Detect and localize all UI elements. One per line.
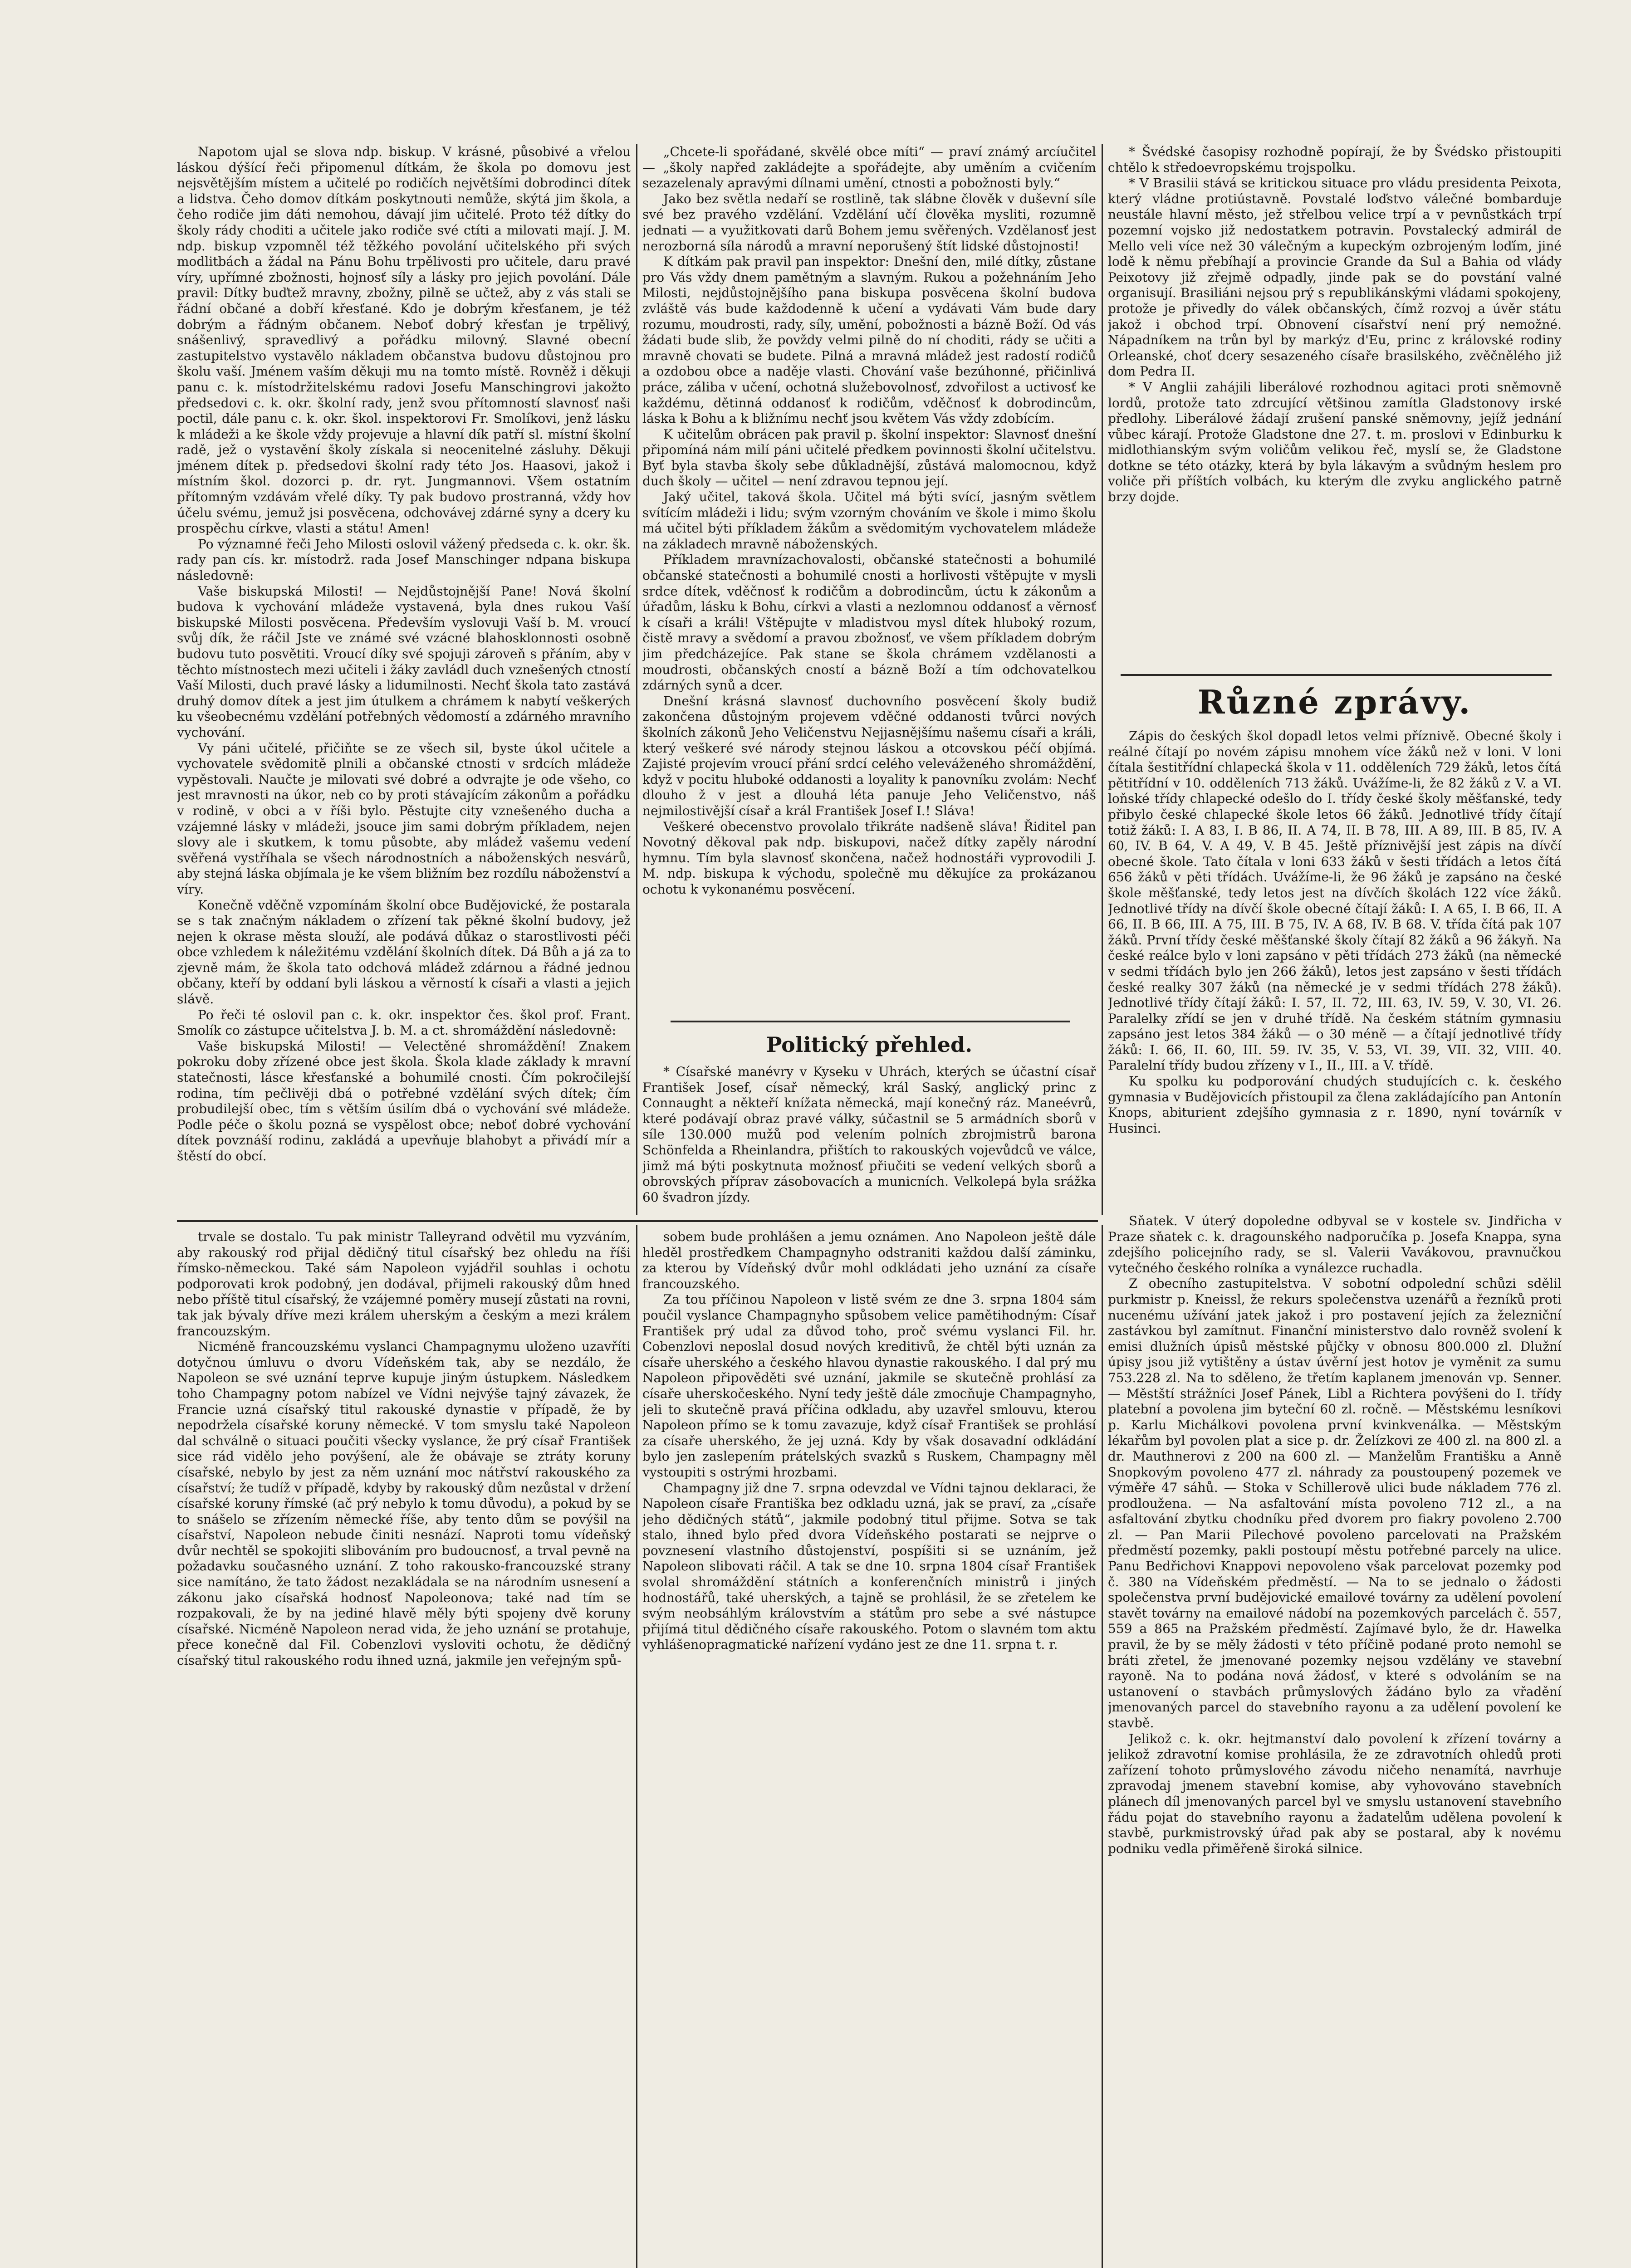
paragraph: * V Brasilii stává se kritickou situace pro vládu presidenta Peixota, který vládne protiústavně. Povstalé loďstvo válečné bombarduje neustále hlavní město, jež střelbou velice trpí a v pevnůstkách trpí pozemní vojsko již nedostatkem potravin. Povstalecký admirál de Mello veli více než 30 válečným a kupeckým ozbrojeným loďím, jiné lodě k němu přebíhají a provincie Grande da Sul a Bahia od vlády Peixotovy již zřejmě odpadly, jinde pak se do povstání valné organisují. Brasiliáni nejsou prý s republikánskými vládami spokojeny, protože je přivedly do válek občanských, čímž rozvoj a úvěr státu jakož i obchod trpí. Obnovení císařství není prý nemožné. Nápadníkem na trůn byl by markýz d'Eu, princ z královské rodiny Orleanské, choť dcery sesazeného císaře brasilského, zvěčnělého již dom Pedra II. [1108, 176, 1562, 379]
column-divider [1102, 144, 1103, 1215]
paragraph: Příkladem mravnízachovalosti, občanské statečnosti a bohumilé občanské statečnosti a bohumilé cnosti a horlivosti vštěpujte v mysli srdce dítek, vděčnosť k rodičům a dobrodincům, úctu k zákonům a úřadům, lásku k Bohu, církvi a vlasti a nezlomnou oddanosť a věrnosť k císaři a králi! Vštěpujte v mladistvou mysl dítek hluboký rozum, čistě mravy a svědomí a pravou zbožnosť, ve všem příkladem dobrým jim předcházejíce. Pak stane se škola chrámem vzdělanosti a moudrosti, občanských cností a bázně Boží a tím odchovatelkou zdárných synů a dcer. [642, 552, 1096, 693]
paragraph: sobem bude prohlášen a jemu oznámen. Ano Napoleon ještě dále hleděl prostředkem Champagnyho odstraniti každou další záminku, za kterou by Vídeňský dvůr mohl odkládati jeho uznání za císaře francouzského. [642, 1229, 1096, 1291]
paragraph: Po řeči té oslovil pan c. k. okr. inspektor čes. škol prof. Frant. Smolík co zástupce učitelstva J. b. M. a ct. shromáždění následovně: [177, 1007, 631, 1038]
paragraph: Nicméně francouzskému vyslanci Champagnymu uloženo uzavříti dotyčnou úmluvu o dvoru Vídeňském tak, aby se nezdálo, že Napoleon se své uznání teprve kupuje jiným ústupkem. Následkem toho Champagny potom nabízel ve Vídni nejvýše tajný závazek, že Francie uzná císařský titul rakouské dynastie v případě, že by nepodržela císařské koruny německé. V tom smyslu také Napoleon dal schválně o situaci poučiti všecky vyslance, že prý císař František sice rád vidělo jeho povýšení, ale že obávaje se ztráty koruny císařské, nebylo by jest za něm uznání moc nátřství rakouského za císařství; že tudíž v případě, kdyby by rakouský dům nezůstal v držení císařské koruny římské (ač prý nebylo k tomu důvodu), a pokud by se to snášelo se zřízením německé říše, aby tento dům se povýšil na císařství, Napoleon nebude činiti nesnází. Naproti tomu vídeňský dvůr nechtěl se spokojiti slibováním pro budoucnosť, a trval pevně na požadavku současného uznání. Z toho rakousko-francouzské strany sice namítáno, že tato žádost nezakládala se na národním usnesení a zákonu jako císařská hodnosť Napoleonova; také nad tím se rozpakovali, že by na jediné hlavě měly býti spojeny dvě koruny císařské. Nicméně Napoleon nerad vida, že jeho uznání se protahuje, přece konečně dal Fil. Cobenzlovi vysloviti ochotu, že dědičný císařský titul rakouského rodu ihned uzná, jakmile jen veřejným spů- [177, 1339, 631, 1668]
paragraph: Jaký učitel, taková škola. Učitel má býti svící, jasným světlem svítícím mládeži i lidu; svým vzorným chováním ve škole i mimo školu má učitel býti příkladem žákům a svědomitým vychovatelem mládeže na základech mravně náboženských. [642, 489, 1096, 552]
paragraph: Z obecního zastupitelstva. V sobotní odpolední schůzi sdělil purkmistr p. Kneissl, že rekurs společenstva uzenářů a řezníků proti nucenému užívání jatek jakož i pro postavení jejích za železniční zastávkou byl zamítnut. Finanční ministerstvo dalo rovněž svolení k emisi dlužních úpisů městské půjčky v obnosu 800.000 zl. Dlužní úpisy jsou již vytištěny a ústav úvěrní jest hotov je vyměnit za sumu 753.228 zl. Na to sděleno, že třetím kaplanem jmenován vp. Senner. — Městští strážníci Josef Pánek, Libl a Richtera povýšeni do I. třídy platební a povolena jim byteční 60 zl. ročně. — Městskému lesníkovi p. Karlu Michálkovi povolena první kvinkvenálka. — Městským lékařům byl povolen plat a sice p. dr. Želízkovi ze 400 zl. na 800 zl. a dr. Mauthnerovi z 200 na 600 zl. — Manželům Františku a Anně Snopkovým povoleno 477 zl. náhrady za poustoupený pozemek ve výměře 47 sáhů. — Stoka v Schillerově ulici bude nákladem 776 zl. prodloužena. — Na asfaltování místa povoleno 712 zl., a na asfaltování zbytku chodníku před dvorem pro fiakry povoleno 2.700 zl. — Pan Marii Pilechové povoleno parcelovati na Pražském předměstí pozemky, pakli postoupí městu potřebné parcely na ulice. Panu Bedřichovi Knappovi nepovoleno však parcelovat pozemky pod č. 380 na Vídeňském předměstí. — Na to se jednalo o žádosti společenstva první budějovické emailové továrny za udělení povolení stavět továrny na emailové nádobí na pozemkových parcelách č. 557, 559 a 865 na Pražském předměstí. Zajímavé bylo, že dr. Hawelka pravil, že by se měly žádosti v této příčině podané proto nemohl se bráti zřetel, že jmenované pozemky nejsou vzdělány ve stavební rayoně. Na to podána nová žádosť, v které s odvoláním se na ustanovení o stavbách průmyslových žádáno bylo za vřadění jmenovaných parcel do stavebního rayonu a za udělení povolení ke stavbě. [1108, 1276, 1562, 1730]
paragraph: * Švédské časopisy rozhodně popírají, že by Švédsko přistoupiti chtělo k středoevropskému trojspolku. [1108, 144, 1562, 175]
paragraph: Napotom ujal se slova ndp. biskup. V krásné, působivé a vřelou láskou dýšící řeči připomenul dítkám, že škola po domovu jest nejsvětějším místem a učitelé po rodičích největšími dobrodinci dítek a lidstva. Čeho domov dítkám poskytnouti nemůže, skýtá jim škola, a čeho rodiče jim dáti nemohou, dávají jim učitelé. Proto též dítky do školy rády choditi a učitele jako rodiče své ctíti a milovati mají. J. M. ndp. biskup vzpomněl též těžkého povolání učitelského při svých modlitbách a žádal na Pánu Bohu trpělivosti pro učitele, daru pravé víry, upřímné zbožnosti, hojnosť síly a lásky pro jejich povolání. Dále pravil: Dítky buďtež mravny, zbožny, pilně se učtež, aby z vás stali se řádní občané a dobří křesťané. Kdo je dobrým křesťanem, je též dobrým a řádným občanem. Neboť dobrý křesťan je trpělivý, snášenlivý, spravedlivý a pořádku milovný. Slavné obecní zastupitelstvo vystavělo nákladem občanstva budovu důstojnou pro školu vaší. Jménem vaším děkuji mu na tomto místě. Rovněž i děkuji panu c. k. místodržitelskému radovi Josefu Manschingrovi jakožto předsedovi c. k. okr. školní rady, jenž svou přítomností slavnosť naši poctil, dále panu c. k. okr. škol. inspektorovi Fr. Smolíkovi, jenž lásku k mládeži a ke škole vždy projevuje a hlavní dík patří sl. místní školní radě, jež o vystavění školy získala si neocenitelné zásluhy. Děkuji jménem dítek p. předsedovi školní rady této Jos. Haasovi, jakož i místním škol. dozorci p. dr. ryt. Jungmannovi. Všem ostatním přítomným vzdávám vřelé díky. Ty pak budovo prostranná, vždy hov účelu svému, jemuž jsi posvěcena, odchovávej zdárné syny a dcery ku prospěchu církve, vlasti a státu! Amen! [177, 144, 631, 536]
paragraph: Za tou příčinou Napoleon v listě svém ze dne 3. srpna 1804 sám poučil vyslance Champagnyho spůsobem velice pamětihodným: Císař František prý udal za důvod toho, proč svému vyslanci Fil. hr. Cobenzlovi neposlal dosud nových kreditivů, že chtěl býti uznán za císaře uherského a českého hlavou dynastie rakouského. I dal prý mu Napoleon připověděti své uznání, jakmile se skutečně prohlásí za císaře uherskočeského. Nyní tedy ještě dále zmocňuje Champagnyho, jeli to skutečně pravá příčina odkladu, aby uzavřel smlouvu, kterou Napoleon přímo se k tomu zavazuje, když císař František se prohlásí za císaře uherského, že jej uzná. Kdy by však dosavadní odkládání bylo jen zaslepením prátelských svazků s Ruskem, Champagny měl vystoupiti s ostrými hrozbami. [642, 1292, 1096, 1480]
section-title: Různé zprávy. [1197, 683, 1472, 721]
paragraph: * Císařské manévry v Kyseku v Uhrách, kterých se účastní císař František Josef, císař německý, král Saský, anglický princ z Connaught a někteří knížata německá, mají konečný ráz. Maneévrů, které podávají obraz pravé války, súčastnil se 5 armádních sborů v síle 130.000 mužů pod velením polních zbrojmistrů barona Schönfelda a Rheinlandra, přištích to rakouských vojevůdců ve válce, jimž má býti poskytnuta možnosť přiučiti se vedení velkých sborů a obrovských příprav zásobovacích a municních. Velkolepá byla srážka 60 švadron jízdy. [642, 1064, 1096, 1205]
paragraph: Jelikož c. k. okr. hejtmanství dalo povolení k zřízení továrny a jelikož zdravotní komise prohlásila, že ze zdravotních ohledů proti zařízení tohoto průmyslového závodu ničeho nenamítá, navrhuje zpravodaj jmenem stavební komise, aby vyhovováno stavebních plánech díl jmenovaných parcel byl ve smyslu ustanovení stavebního řádu pojat do stavebního rayonu a žadatelům udělena povolení k stavbě, purkmistrovský úřad pak aby se postaral, aby k novému podniku vedla přiměřeně široká silnice. [1108, 1731, 1562, 1856]
ruzne-zpravy-section [1108, 680, 1562, 1209]
section-rule [1121, 674, 1552, 676]
paragraph: Vaše biskupská Milosti! — Velectěné shromáždění! Znakem pokroku doby zřízené obce jest škola. Škola klade základy k mravní statečnosti, lásce křesťanské a bohumilé cnosti. Čím pokročilejší rodina, tím pečlivěji dbá o potřebné vzdělání svých dítek; čím probudilejší obec, tím s větším úsilím dbá o vychování své mládeže. Podle péče o školu pozná se vyspělost obce; neboť dobré vychování dítek povznáší rodinu, zakládá a upevňuje blahobyt a přivádí mír a štěstí do obcí. [177, 1038, 631, 1163]
paragraph: Vy páni učitelé, přičiňte se ze všech sil, byste úkol učitele a vychovatele svědomitě plnili a občanské ctnosti v srdcích mládeže vypěstovali. Naučte je milovati své dobré a odvrajte je ode všeho, co jest mravnosti na úkor, neb co by proti stávajícím zákonům a pořádku v rodině, v obci a v říši bylo. Pěstujte city vznešeného ducha a vzájemné lásky v mládeži, jsouce jim sami dobrým příkladem, nejen slovy ale i skutkem, k tomu působte, aby mládež vašemu vedení svěřená vystříhala se všech národnostních a náboženských nesvárů, aby stejná láska objímala je ke všem bližním bez rozdílu náboženství a víry. [177, 740, 631, 897]
paragraph: Po významné řeči Jeho Milosti oslovil vážený předseda c. k. okr. šk. rady pan cís. kr. místodrž. rada Josef Manschinger ndpana biskupa následovně: [177, 536, 631, 583]
paragraph: K dítkám pak pravil pan inspektor: Dnešní den, milé dítky, zůstane pro Vás vždy dnem pamětným a slavným. Rukou a požehnáním Jeho Milosti, nejdůstojnějšího pana biskupa posvěcena školní budova zvláště vás bude každodenně k učení a vydávati Vám bude dary rozumu, moudrosti, rady, síly, umění, pobožnosti a bázně Boží. Od vás žádati bude slib, že povždy velmi pilně do ní choditi, rády se učiti a mravně chovati se budete. Pilná a mravná mládež jest radostí rodičů a ozdobou obce a naděje vlasti. Chování vaše bezúhonné, přičinlivá práce, záliba v učení, ochotná služebovolnosť, zdvořilost a uctivosť ke každému, dětinná oddanosť k rodičům, vděčnosť k dobrodincům, láska k Bohu a k bližnímu nechť jsou květem Vás vždy zdobícím. [642, 254, 1096, 426]
paragraph: trvale se dostalo. Tu pak ministr Talleyrand odvětil mu vyzváním, aby rakouský rod přijal dědičný titul císařský bez ohledu na říši římsko-německou. Také sám Napoleon vyjádřil souhlas i ochotu podporovati krok podobný, jen dodával, přijmeli rakouský dům hned nebo příště titul císařský, že vzájemné poměry musejí zůstati na rovni, tak jak bývaly dříve mezi králem uherským a českým a mezi králem francouzským. [177, 1229, 631, 1339]
section-rule [671, 1021, 1070, 1022]
column-3-lower [1108, 1213, 1562, 2268]
paragraph: „Chcete-li spořádané, skvělé obce míti“ — praví známý arcíučitel — „školy napřed zakládejte a spořádejte, aby uměním a cvičením sezazelenaly apravými dílnami umění, ctnosti a pobožnosti byly.“ [642, 144, 1096, 191]
column-3-upper [1108, 144, 1562, 670]
column-divider [636, 1225, 637, 2268]
column-2-upper [642, 144, 1096, 1017]
column-divider [636, 144, 637, 1215]
paragraph: Champagny již dne 7. srpna odevzdal ve Vídni tajnou deklaraci, že Napoleon císaře Františka bez odkladu uzná, jak se praví, za „císaře jeho dědičných států“, jakmile podobný titul přijme. Sotva se tak stalo, ihned bylo před dvora Vídeňského postarati se nejprve o povznesení vlastního důstojenství, pospíšiti si se uznáním, jež Napoleon slibovati ráčil. A tak se dne 10. srpna 1804 císař František svolal shromáždění státních a konferenčních ministrů i jiných hodnostářů, také uherských, a tajně se prohlásil, že se zřetelem ke svým neobsáhlým královstvím a státům pro sebe a své nástupce přijímá titul dědičného císaře rakouského. Potom o slavném tom aktu vyhlášenopragmatické nařízení vydáno jest ze dne 11. srpna t. r. [642, 1480, 1096, 1652]
paragraph: Dnešní krásná slavnosť duchovního posvěcení školy budiž zakončena důstojným projevem vděčné oddanosti tvůrci nových školních zákonů Jeho Veličenstvu Nejjasnějšímu našemu císaři a králi, který veškeré své národy stejnou láskou a otcovskou péčí objímá. Zajisté projevím vroucí přání srdcí celého veleváženého shromáždění, když v pocitu hluboké oddanosti a loyality k panovníku zvolám: Nechť dlouho ž v jest a dlouhá léta panuje Jeho Veličenstvo, náš nejmilostivější císař a král František Josef I.! Sláva! [642, 693, 1096, 818]
paragraph: Vaše biskupská Milosti! — Nejdůstojnější Pane! Nová školní budova k vychování mládeže vystavená, byla dnes rukou Vaší biskupské Milosti posvěcena. Především vyslovuji Vaší b. M. vroucí svůj dík, že ráčil Jste ve známé své vzácné blahosklonnosti osobně budovu tuto posvětiti. Vroucí díky své spojuji zároveň s přáním, aby v těchto místnostech mezi učiteli i žáky zavládl duch vznešených ctností Vaší Milosti, duch pravé lásky a lidumilnosti. Nechť škola tato zastává druhý domov dítek a jest jim útulkem a chrámem k nabytí veškerých ku všeobecnému vzdělání potřebných vědomostí a zdárného mravního vychování. [177, 583, 631, 740]
column-divider [1102, 1225, 1103, 2268]
column-1-upper [177, 144, 631, 1206]
politicky-prehled-section [642, 1026, 1096, 1207]
column-2-lower [642, 1229, 1096, 2268]
paragraph: Zápis do českých škol dopadl letos velmi příznivě. Obecné školy i reálné čítají po novém zápisu mnohem více žáků než v loni. V loni čítala šestitřídní chlapecká škola v 11. odděleních 729 žáků, letos čítá pětitřídní v 10. odděleních 713 žáků. Uvážíme-li, že 82 žáků z V. a VI. loňské třídy chlapecké odešlo do I. třídy české školy měšťanské, tedy přibylo české chlapecké škole letos 66 žáků. Jednotlivé třídy čítají totiž žáků: I. A 83, I. B 86, II. A 74, II. B 78, III. A 89, III. B 85, IV. A 60, IV. B 64, V. A 49, V. B 45. Ještě příznivější jest zápis na dívčí obecné škole. Tato čítala v loni 633 žáků v šesti třídách a letos čítá 656 žáků v pěti třídách. Uvážíme-li, že 96 žáků je zapsáno na české škole měšťanské, tedy letos jest na dívčích školách 122 více žáků. Jednotlivé třídy na dívčí škole obecné čítají žáků: I. A 65, I. B 66, II. A 66, II. B 66, III. A 75, III. B 75, IV. A 68, IV. B 68. V. třída čítá pak 107 žáků. První třídy české měšťanské školy čítají 82 žáků a 96 žákyň. Na české reálce bylo v loni zapsáno v pěti třídách 273 žáků (na německé v sedmi třídách bylo jen 266 žáků), letos jest zapsáno v šesti třídách české realky 307 žáků (na německé je v sedmi třídách 278 žáků). Jednotlivé třídy čítají žáků: I. 57, II. 72, III. 63, IV. 59, V. 30, VI. 26. Paralelky zřídí se jen v druhé třídě. Na českém státním gymnasiu zapsáno jest letos 384 žáků — o 30 méně — a čítají jednotlivé třídy žáků: I. 66, II. 60, III. 59. IV. 35, V. 53, VI. 39, VII. 32, VIII. 40. Paralelní třídy budou zřízeny v I., II., III. a V. třídě. [1108, 728, 1562, 1073]
page-divider [177, 1220, 1098, 1222]
section-title: Politický přehled. [766, 1032, 973, 1057]
paragraph: Sňatek. V úterý dopoledne odbyval se v kostele sv. Jindřicha v Praze sňatek c. k. dragounského nadporučíka p. Josefa Knappa, syna zdejšího policejního rady, se sl. Valerii Vavákovou, pravnučkou vytečného českého rolníka a vynálezce ruchadla. [1108, 1213, 1562, 1276]
paragraph: Konečně vděčně vzpomínám školní obce Budějovické, že postarala se s tak značným nákladem o zřízení tak pěkné školní budovy, jež nejen k okrase města slouží, ale podává důkaz o starostlivosti péči obce vzhledem k náležitému vzdělání školních dítek. Dá Bůh a já za to zjevně mám, že škola tato odchová mládež zdárnou a řádné jednou občany, kteří by oddaní byli láskou a věrností k císaři a vlasti a jejich slávě. [177, 897, 631, 1007]
paragraph: K učitelům obrácen pak pravil p. školní inspektor: Slavnosť dnešní připomíná nám milí páni učitelé předkem povinnosti školní učitelstvu. Byť byla stavba školy sebe důkladnější, zůstává malomocnou, když duch školy — učitel — není zdravou tepnou její. [642, 426, 1096, 489]
paragraph: Ku spolku ku podporování chudých studujících c. k. českého gymnasia v Budějovicích přistoupil za člena zakládajícího pan Antonín Knops, abiturient zdejšího gymnasia z r. 1890, nyní továrník v Husinci. [1108, 1074, 1562, 1136]
column-1-lower [177, 1229, 631, 2268]
paragraph: Veškeré obecenstvo provolalo třikráte nadšeně sláva! Řiditel pan Novotný děkoval pak ndp. biskupovi, načež dítky zapěly národní hymnu. Tím byla slavnosť skončena, načež hodnostáři vyprovodili J. M. ndp. biskupa k východu, společně mu děkujíce za prokázanou ochotu k vykonanému posvěcení. [642, 819, 1096, 897]
paragraph: Jako bez světla nedaří se rostlině, tak slábne člověk v duševní síle své bez pravého vzdělání. Vzdělání učí člověka mysliti, rozumně jednati — a využitkovati darů Bohem jemu svěřených. Vzdělanosť jest nerozborná síla národů a mravní neporušený štít lidské důstojnosti! [642, 191, 1096, 254]
paragraph: * V Anglii zahájili liberálové rozhodnou agitaci proti sněmovně lordů, protože tato zdrcující většinou zamítla Gladstonovy irské předlohy. Liberálové žádají zrušení panské sněmovny, jejíž jednání vůbec kárají. Protože Gladstone dne 27. t. m. proslovi v Edinburku k midlothianským svým voličům velikou řeč, myslí se, že Gladstone dotkne se této otázky, která by byla lákavým a svůdným heslem pro voliče při příštích volbách, ku kterým dle zvyku anglického patrně brzy dojde. [1108, 379, 1562, 505]
